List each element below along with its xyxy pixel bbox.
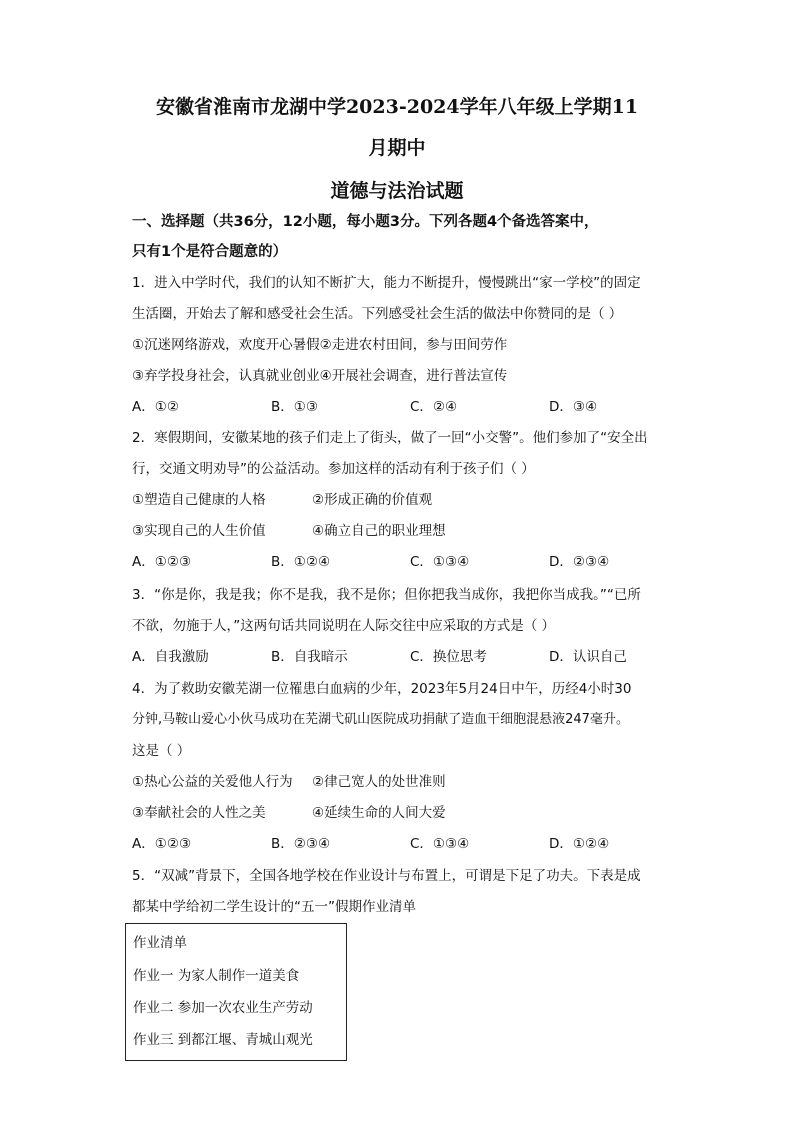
q2-statement-4: ④确立自己的职业理想 — [312, 523, 446, 539]
q5-text-line1: 5．“双减”背景下，全国各地学校在作业设计与布置上，可谓是下足了功夫。下表是成 — [132, 868, 641, 884]
q2-option-b: B．①②④ — [271, 554, 331, 570]
q2-statement-1: ①塑造自己健康的人格 — [132, 492, 266, 508]
q3-text-line2: 不欲，勿施于人，”这两句话共同说明在人际交往中应采取的方式是（ ） — [132, 618, 556, 634]
exam-subject-title: 道德与法治试题 — [330, 180, 464, 202]
q4-text-line1: 4．为了救助安徽芜湖一位罹患白血病的少年，2023年5月24日中午，历经4小时30 — [132, 681, 632, 697]
q3-option-c: C．换位思考 — [410, 649, 487, 665]
q1-option-a: A．①② — [132, 399, 179, 415]
q4-text-line3: 这是（ ） — [132, 743, 191, 759]
q2-option-c: C．①③④ — [410, 554, 470, 570]
q1-text-line1: 1．进入中学时代，我们的认知不断扩大，能力不断提升，慢慢跳出“家一学校”的固定 — [132, 275, 641, 291]
homework-list-row: 作业二 参加一次农业生产劳动 — [133, 1000, 313, 1016]
q2-statement-3: ③实现自己的人生价值 — [132, 523, 266, 539]
q4-option-d: D．①②④ — [549, 836, 610, 852]
q4-statement-4: ④延续生命的人间大爱 — [312, 805, 446, 821]
q1-option-b: B．①③ — [271, 399, 318, 415]
q3-option-a: A．自我激励 — [132, 649, 209, 665]
q3-option-b: B．自我暗示 — [271, 649, 348, 665]
q2-statement-2: ②形成正确的价值观 — [312, 492, 433, 508]
q4-statement-3: ③奉献社会的人性之美 — [132, 805, 266, 821]
section-heading-line2: 只有1个是符合题意的） — [132, 244, 288, 260]
homework-list-row: 作业一 为家人制作一道美食 — [133, 968, 300, 984]
q2-text-line1: 2．寒假期间，安徽某地的孩子们走上了街头，做了一回“小交警”。他们参加了“安全出 — [132, 430, 648, 446]
q5-text-line2: 都某中学给初二学生设计的“五一”假期作业清单 — [132, 899, 416, 915]
q1-statements-line1: ①沉迷网络游戏，欢度开心暑假②走进农村田间，参与田间劳作 — [132, 337, 508, 353]
q2-text-line2: 行，交通文明劝导”的公益活动。参加这样的活动有利于孩子们（ ） — [132, 461, 535, 477]
q4-statement-2: ②律己宽人的处世准则 — [312, 774, 446, 790]
exam-title-line2: 月期中 — [368, 137, 426, 159]
homework-list-row: 作业三 到都江堰、青城山观光 — [133, 1032, 313, 1048]
q1-option-d: D．③④ — [549, 399, 598, 415]
homework-list-header: 作业清单 — [133, 935, 187, 951]
q4-option-a: A．①②③ — [132, 836, 192, 852]
q2-option-d: D．②③④ — [549, 554, 610, 570]
exam-title-line1: 安徽省淮南市龙湖中学2023-2024学年八年级上学期11 — [155, 96, 639, 118]
q1-statements-line2: ③弃学投身社会，认真就业创业④开展社会调查，进行普法宣传 — [132, 368, 508, 384]
q1-text-line2: 生活圈，开始去了解和感受社会生活。下列感受社会生活的做法中你赞同的是（ ） — [132, 306, 623, 322]
q4-text-line2: 分钟,马鞍山爱心小伙马成功在芜湖弋矶山医院成功捐献了造血干细胞混悬液247毫升。 — [132, 712, 629, 727]
q3-text-line1: 3．“你是你，我是我；你不是我，我不是你；但你把我当成你，我把你当成我。”“已所 — [132, 587, 641, 603]
q4-statement-1: ①热心公益的关爱他人行为 — [132, 774, 293, 790]
q4-option-b: B．②③④ — [271, 836, 331, 852]
section-heading-line1: 一、选择题（共36分，12小题，每小题3分。下列各题4个备选答案中， — [132, 214, 599, 230]
q4-option-c: C．①③④ — [410, 836, 470, 852]
q2-option-a: A．①②③ — [132, 554, 192, 570]
q1-option-c: C．②④ — [410, 399, 458, 415]
homework-list-table — [125, 923, 347, 1061]
q3-option-d: D．认识自己 — [549, 649, 627, 665]
